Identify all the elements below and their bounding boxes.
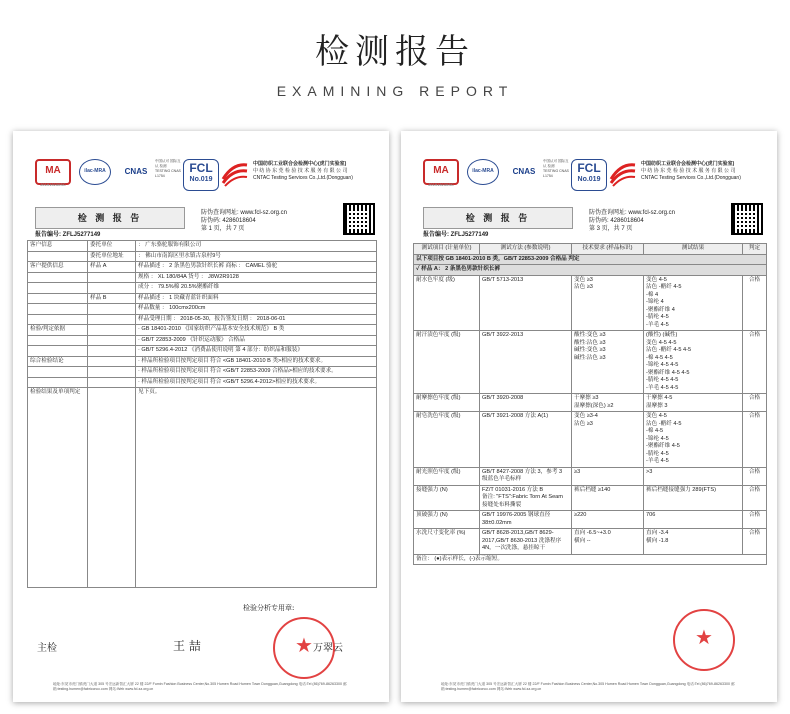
band-text: ✓ 样品 A： 2 条黑色男款针织长裤 (414, 265, 767, 276)
judgement: 合格 (743, 529, 767, 555)
test-method: GB/T 3920-2008 (480, 394, 572, 412)
row-value: · 样品所检验项目按判定项目 符合 <GB/T 22853-2009 合格品>相应的技术要求。 (136, 367, 377, 378)
table-row (28, 367, 377, 378)
requirement: 酸性:变色 ≥3 酸性:沾色 ≥3 碱性:变色 ≥3 碱性:沾色 ≥3 (572, 331, 644, 394)
cnas-logo: CNAS (512, 167, 536, 176)
result: 裤后档缝接缝强力 289(FTS) (644, 485, 743, 511)
test-results-table (413, 243, 767, 565)
table-row (28, 346, 377, 357)
row-section: 客户提供信息 (28, 262, 88, 273)
table-row (414, 529, 767, 555)
column-header: 判定 (743, 244, 767, 255)
row-label (88, 377, 136, 388)
row-value: ： 佛山市南海区里水镇古泉村9号 (136, 251, 377, 262)
table-row (28, 325, 377, 336)
column-header: 测试项目 (计量单位) (414, 244, 480, 255)
page-title: 检测报告 (315, 32, 475, 72)
client-info-table (27, 240, 377, 588)
row-label (88, 325, 136, 336)
footer: 地址:东莞市虎门镇虎门大道 305 号宏远新智汇大厦 22 楼 22/F Fumin Fashion Business Center,No.305 Humen Road Humen Town Dongguan,Guangdong 电话:Tel (86)769-86263300 邮箱:testing.humen@fabriccncc.com 网站:Web www.fcl-sz.org.cn (441, 682, 735, 691)
table-row (414, 275, 767, 331)
table-row (28, 377, 377, 388)
cnas-caption: 中国认可 国际互认 检测 TESTING CNAS L1754 (155, 159, 181, 178)
test-method: GB/T 3922-2013 (480, 331, 572, 394)
row-value: 规格 ： XL 180/84A 货号 ： J8W2R9128 (136, 272, 377, 283)
row-section (28, 367, 88, 378)
row-value: 样品受理日期 ： 2018-05-30，报告签发日期 ： 2018-06-01 (136, 314, 377, 325)
requirement: 变色 ≥3 沾色 ≥3 (572, 275, 644, 331)
note-text: 备注： (●)表示样长，(-)表示缩短。 (414, 554, 767, 565)
judgement: 合格 (743, 467, 767, 485)
row-section (28, 346, 88, 357)
row-section (28, 283, 88, 294)
row-section: 综合检验结论 (28, 356, 88, 367)
table-row (28, 388, 377, 588)
result: 干摩擦 4-5 湿摩擦 3 (644, 394, 743, 412)
table-row (28, 283, 377, 294)
cma-logo: MA 201919230SC (35, 159, 71, 185)
test-method: GB/T 8427-2008 方法 3，参考 3 级蓝色羊毛标样 (480, 467, 572, 485)
table-row (28, 262, 377, 273)
row-value: 见下页。 (136, 388, 377, 588)
official-stamp (673, 609, 735, 671)
test-item: 耐光照色牢度 (级) (414, 467, 480, 485)
row-section (28, 293, 88, 304)
report-meta: 防伪查询网址: www.fcl-sz.org.cn 防伪码: 4286018604 第 3 页，共 7 页 (589, 210, 676, 232)
report-title: 检 测 报 告 (35, 207, 185, 229)
judgement: 合格 (743, 331, 767, 394)
test-method: GB/T 8628-2013,GB/T 8629-2017,GB/T 8630-2013 洗涤程序 4N，一次洗涤，悬挂晾干 (480, 529, 572, 555)
table-row (28, 293, 377, 304)
row-label (88, 304, 136, 315)
result: 706 (644, 511, 743, 529)
official-stamp (273, 617, 335, 679)
row-label (88, 314, 136, 325)
judgement: 合格 (743, 412, 767, 468)
judgement: 合格 (743, 275, 767, 331)
row-label (88, 367, 136, 378)
seal-label: 检验分析专用章: (243, 604, 295, 612)
report-page-1 (13, 131, 389, 702)
cnas-caption: 中国认可 国际互认 检测 TESTING CNAS L1754 (543, 159, 569, 178)
qr-code-icon (343, 203, 375, 235)
page-header (0, 0, 790, 99)
table-row (28, 335, 377, 346)
row-value: · GB/T 22853-2009 《针织运动服》 合格品 (136, 335, 377, 346)
row-label: 样品 B (88, 293, 136, 304)
row-value: 样品描述 ： 1 块藏青蓝针织面料 (136, 293, 377, 304)
requirement: 直向 -6.5~+3.0 横向 -- (572, 529, 644, 555)
fcl-logo: FCL No.019 (571, 159, 607, 191)
signature-area (33, 599, 373, 679)
test-item: 耐汗渍色牢度 (级) (414, 331, 480, 394)
row-label: 委托单位 (88, 241, 136, 252)
judgement: 合格 (743, 511, 767, 529)
test-method: GB/T 19976-2005 钢球直径 38±0.02mm (480, 511, 572, 529)
row-section: 检验结果及单项判定 (28, 388, 88, 588)
signer-3: 万翠云 (313, 643, 343, 654)
footer: 地址:东莞市虎门镇虎门大道 305 号宏远新智汇大厦 22 楼 22/F Fumin Fashion Business Center,No.305 Humen Road Humen Town Dongguan,Guangdong 电话:Tel (86)769-86263300 邮箱:testing.humen@fabriccncc.com 网站:Web www.fcl-sz.org.cn (53, 682, 347, 691)
row-section (28, 272, 88, 283)
test-item: 水洗尺寸变化率 (%) (414, 529, 480, 555)
row-label (88, 335, 136, 346)
table-row (28, 304, 377, 315)
column-header: 测试方法 (参数说明) (480, 244, 572, 255)
test-method: FZ/T 01031-2016 方法 B 备注: "FTS":Fabric Torn At Seam 接缝处布料撕裂 (480, 485, 572, 511)
org-info: 中国纺织工业联合会检测中心(虎门实验室) 中 纺 协 东 莞 检 验 技 术 服 务 有 限 公 司 CNTAC Testing Services Co.,Ltd.(Dongguan) (253, 161, 353, 181)
ilac-mra-logo: ilac-MRA (467, 159, 499, 185)
row-label (88, 346, 136, 357)
cma-logo: MA 201919230SC (423, 159, 459, 185)
page-subtitle: EXAMINING REPORT (276, 83, 514, 99)
test-method: GB/T 3921-2008 方法 A(1) (480, 412, 572, 468)
row-value: 成分 ： 79.5%棉 20.5%聚酯纤维 (136, 283, 377, 294)
table-row (28, 241, 377, 252)
table-row (414, 394, 767, 412)
column-header: 测试结果 (644, 244, 743, 255)
row-section (28, 314, 88, 325)
org-info: 中国纺织工业联合会检测中心(虎门实验室) 中 纺 协 东 莞 检 验 技 术 服 务 有 限 公 司 CNTAC Testing Services Co.,Ltd.(Dongguan) (641, 161, 741, 181)
table-row (414, 485, 767, 511)
judgement: 合格 (743, 394, 767, 412)
row-value: ： 广东骆驼服饰有限公司 (136, 241, 377, 252)
row-value: 样品数量 ： 100cmx200cm (136, 304, 377, 315)
report-meta: 防伪查询网址: www.fcl-sz.org.cn 防伪码: 4286018604 第 1 页，共 7 页 (201, 210, 288, 232)
table-row (28, 356, 377, 367)
row-label: 样品 A (88, 262, 136, 273)
table-row (414, 412, 767, 468)
row-label: 委托单位地址 (88, 251, 136, 262)
signer-1: 主检 (37, 643, 57, 654)
requirement: 裤后档缝 ≥140 (572, 485, 644, 511)
cert-logos (423, 155, 753, 193)
row-section (28, 335, 88, 346)
result: 变色 4-5 沾色 -醋纤 4-5 -棉 4-5 -锦纶 4-5 -聚酯纤维 4-5 -腈纶 4-5 -羊毛 4-5 (644, 412, 743, 468)
test-item: 顶破强力 (N) (414, 511, 480, 529)
test-item: 耐摩擦色牢度 (级) (414, 394, 480, 412)
signer-2: 王 喆 (173, 639, 201, 653)
row-section (28, 251, 88, 262)
row-section: 检验/判定依据 (28, 325, 88, 336)
row-label (88, 283, 136, 294)
result: >3 (644, 467, 743, 485)
report-title: 检 测 报 告 (423, 207, 573, 229)
result: 变色 4-5 沾色 -醋纤 4-5 -棉 4 -锦纶 4 -聚酯纤维 4 -腈纶 4-5 -羊毛 4-5 (644, 275, 743, 331)
table-row (414, 331, 767, 394)
flag-icon (221, 159, 249, 187)
row-section (28, 304, 88, 315)
report-number: 报告编号: ZFLJ5277149 (35, 232, 101, 238)
requirement: ≥220 (572, 511, 644, 529)
ilac-mra-logo: ilac-MRA (79, 159, 111, 185)
cnas-logo: CNAS (124, 167, 148, 176)
row-label (88, 388, 136, 588)
test-item: 接缝强力 (N) (414, 485, 480, 511)
requirement: ≥3 (572, 467, 644, 485)
row-value: 样品描述 ： 2 条黑色男款针织长裤 商标 ： CAMEL 骆驼 (136, 262, 377, 273)
section-band (414, 254, 767, 265)
table-row (28, 314, 377, 325)
report-number: 报告编号: ZFLJ5277149 (423, 232, 489, 238)
table-row (414, 511, 767, 529)
column-header: 技术要求 (样品标识) (572, 244, 644, 255)
table-row (28, 272, 377, 283)
row-value: · GB/T 5296.4-2012 《消费品使用说明 第 4 部分：纺织品和服装》 (136, 346, 377, 357)
row-label (88, 272, 136, 283)
table-row (28, 251, 377, 262)
table-row (414, 467, 767, 485)
table-header (414, 244, 767, 255)
row-label (88, 356, 136, 367)
result: 直向 -3.4 横向 -1.8 (644, 529, 743, 555)
cert-logos (35, 155, 365, 193)
flag-icon (609, 159, 637, 187)
test-item: 耐水色牢度 (级) (414, 275, 480, 331)
test-method: GB/T 5713-2013 (480, 275, 572, 331)
qr-code-icon (731, 203, 763, 235)
row-value: · 样品所检验项目按判定项目 符合 <GB 18401-2010 B 类>相应的技术要求。 (136, 356, 377, 367)
band-text: 以下项目按 GB 18401-2010 B 类，GB/T 22853-2009 合格品 判定 (414, 254, 767, 265)
row-section (28, 377, 88, 388)
test-item: 耐皂洗色牢度 (级) (414, 412, 480, 468)
judgement: 合格 (743, 485, 767, 511)
requirement: 干摩擦 ≥3 湿摩擦(深色) ≥2 (572, 394, 644, 412)
section-band (414, 265, 767, 276)
row-value: · 样品所检验项目按判定项目 符合 <GB/T 5296.4-2012>相应的技术要求。 (136, 377, 377, 388)
row-value: · GB 18401-2010 《国家纺织产品基本安全技术规范》 B 类 (136, 325, 377, 336)
requirement: 变色 ≥3-4 沾色 ≥3 (572, 412, 644, 468)
table-note (414, 554, 767, 565)
fcl-logo: FCL No.019 (183, 159, 219, 191)
row-section: 客户信息 (28, 241, 88, 252)
report-page-3 (401, 131, 777, 702)
result: (酸性) (碱性) 变色 4-5 4-5 沾色 -醋纤 4-5 4-5 -棉 4-5 4-5 -锦纶 4-5 4-5 -聚酯纤维 4-5 4-5 -腈纶 4-5 4-5 -羊毛 4-5 4-5 (644, 331, 743, 394)
